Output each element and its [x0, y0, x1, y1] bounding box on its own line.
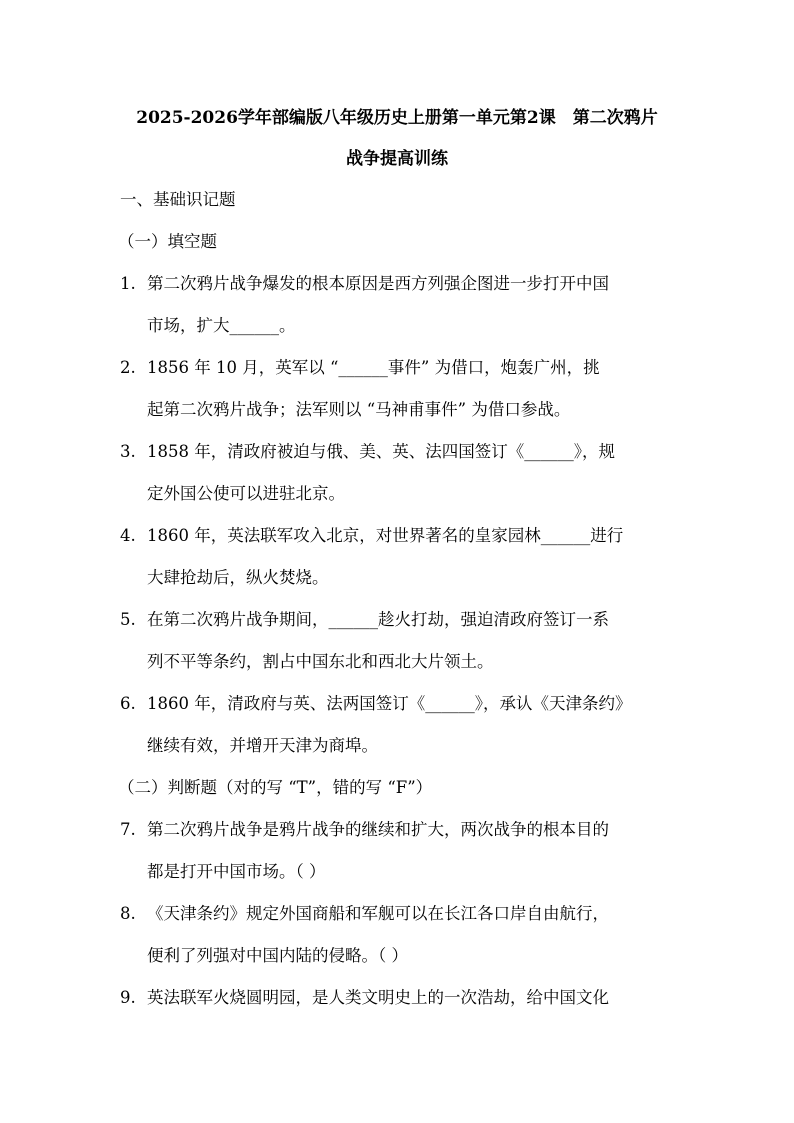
question-7: [120, 810, 676, 850]
question-7-cont: 都是打开中国市场。（ ）: [147, 862, 326, 881]
question-text: 第二次鸦片战争爆发的根本原因是西方列强企图进一步打开中国: [147, 274, 609, 293]
question-text: 《天津条约》规定外国商船和军舰可以在长江各口岸自由航行，: [147, 904, 609, 923]
question-6-cont: 继续有效，并增开天津为商埠。: [147, 736, 378, 755]
question-4-cont: 大肆抢劫后，纵火焚烧。: [147, 568, 329, 587]
question-number: 6.: [120, 694, 136, 713]
question-number: 9.: [120, 988, 136, 1007]
question-number: 8.: [120, 904, 136, 923]
question-text: 英法联军火烧圆明园，是人类文明史上的一次浩劫，给中国文化: [147, 988, 609, 1007]
question-1-cont: 市场，扩大______。: [147, 316, 296, 335]
question-text: 1858 年，清政府被迫与俄、美、英、法四国签订《______》，规: [147, 442, 615, 461]
question-text: 在第二次鸦片战争期间，______趁火打劫，强迫清政府签订一系: [147, 610, 609, 629]
question-number: 4.: [120, 526, 136, 545]
question-5-cont: 列不平等条约，割占中国东北和西北大片领土。: [147, 652, 494, 671]
question-3: [120, 432, 676, 472]
question-number: 1.: [120, 274, 136, 293]
subsection-true-false: （二）判断题（对的写 “T”，错的写 “F”）: [118, 778, 433, 797]
question-6: [120, 684, 676, 724]
question-text: 1860 年，清政府与英、法两国签订《______》，承认《天津条约》: [147, 694, 632, 713]
section-heading: 一、基础识记题: [120, 190, 236, 209]
document-title-line2: 战争提高训练: [346, 149, 448, 169]
question-3-cont: 定外国公使可以进驻北京。: [147, 484, 345, 503]
question-1: [120, 264, 676, 304]
question-number: 3.: [120, 442, 136, 461]
question-5: [120, 600, 676, 640]
question-9: [120, 978, 676, 1018]
question-number: 7.: [120, 820, 136, 839]
question-8-cont: 便利了列强对中国内陆的侵略。（ ）: [147, 946, 408, 965]
question-text: 1860 年，英法联军攻入北京，对世界著名的皇家园林______进行: [147, 526, 624, 545]
question-text: 第二次鸦片战争是鸦片战争的继续和扩大，两次战争的根本目的: [147, 820, 609, 839]
question-2: [120, 348, 676, 388]
question-2-cont: 起第二次鸦片战争；法军则以 “马神甫事件” 为借口参战。: [147, 400, 571, 419]
question-number: 2.: [120, 358, 136, 377]
question-text: 1856 年 10 月，英军以 “______事件” 为借口，炮轰广州，挑: [147, 358, 600, 377]
question-8: [120, 894, 676, 934]
document-title-line1: 2025-2026学年部编版八年级历史上册第一单元第2课 第二次鸦片: [136, 108, 658, 128]
question-4: [120, 516, 676, 556]
subsection-fill-blank: （一）填空题: [118, 232, 217, 251]
question-number: 5.: [120, 610, 136, 629]
